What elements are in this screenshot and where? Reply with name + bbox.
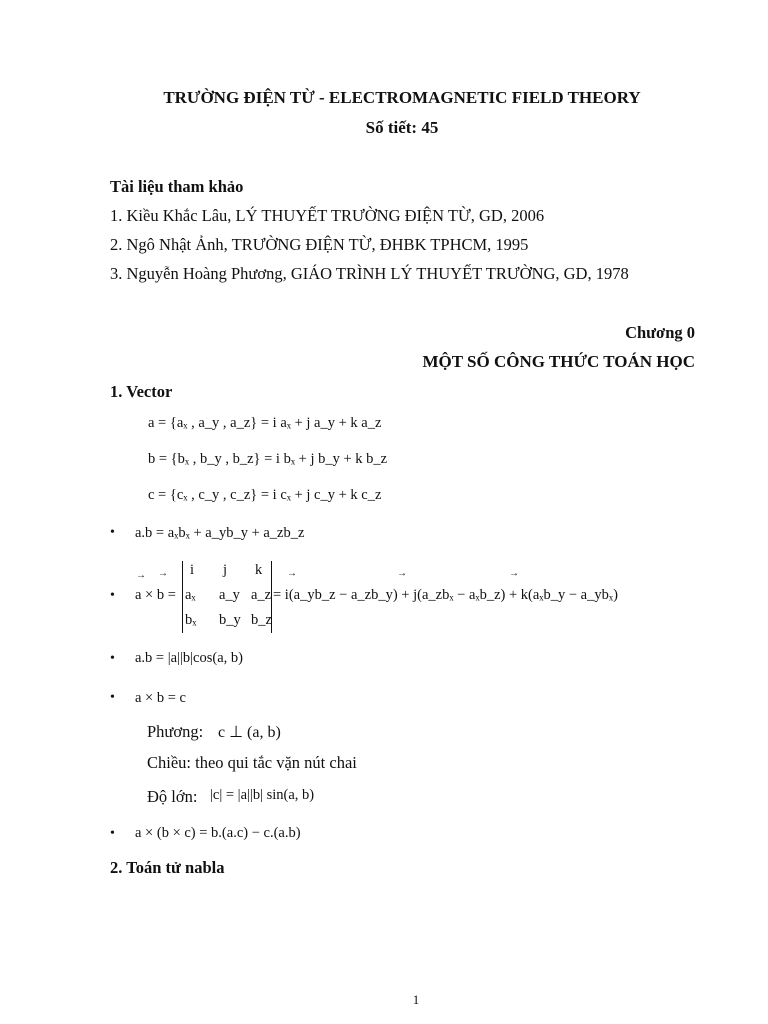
vector-arrow-icon: → (397, 568, 407, 579)
section-heading-vector: 1. Vector (110, 382, 173, 401)
section-heading-nabla: 2. Toán tử nabla (110, 858, 225, 877)
det-cell: k (255, 562, 263, 578)
det-cell: a_z (251, 587, 272, 603)
bullet-icon: • (110, 588, 115, 603)
cross-product-rhs: = i(a_yb_z − a_zb_y) + j(a_zbₓ − aₓb_z) + k(aₓb_y − a_ybₓ) (273, 587, 618, 603)
sense-text: Chiều: theo qui tắc vặn nút chai (147, 753, 357, 772)
vector-arrow-icon: → (509, 568, 519, 579)
bullet-icon: • (110, 690, 115, 705)
reference-item: 1. Kiều Khắc Lâu, LÝ THUYẾT TRƯỜNG ĐIỆN TỪ, GD, 2006 (110, 206, 545, 225)
reference-item: 2. Ngô Nhật Ảnh, TRƯỜNG ĐIỆN TỪ, ĐHBK TPHCM, 1995 (110, 235, 529, 254)
det-cell: a_y (219, 587, 240, 603)
vector-arrow-icon: → (136, 570, 146, 581)
chapter-label: Chương 0 (625, 323, 695, 342)
det-cell: i (190, 562, 195, 578)
bullet-icon: • (110, 525, 115, 540)
magnitude-label: Độ lớn: (147, 787, 198, 806)
cross-product-lhs: a × b = (135, 587, 176, 603)
chapter-title: MỘT SỐ CÔNG THỨC TOÁN HỌC (422, 352, 695, 371)
page-number: 1 (412, 992, 420, 1007)
course-periods: Số tiết: 45 (365, 118, 439, 137)
direction-label: Phương: (147, 722, 204, 741)
vector-arrow-icon: → (287, 568, 297, 579)
triple-product-formula: a × (b × c) = b.(a.c) − c.(a.b) (135, 825, 301, 841)
cross-product-result: a × b = c (135, 690, 186, 706)
dot-product-formula: a.b = aₓbₓ + a_yb_y + a_zb_z (135, 525, 305, 541)
reference-item: 3. Nguyễn Hoàng Phương, GIÁO TRÌNH LÝ THUYẾT TRƯỜNG, GD, 1978 (110, 264, 629, 283)
equation-a: a = {aₓ , a_y , a_z} = i aₓ + j a_y + k a_z (148, 415, 382, 431)
vector-arrow-icon: → (158, 568, 168, 579)
references-heading: Tài liệu tham khảo (110, 177, 244, 196)
equation-c: c = {cₓ , c_y , c_z} = i cₓ + j c_y + k c_z (148, 487, 382, 503)
document-title: TRƯỜNG ĐIỆN TỪ - ELECTROMAGNETIC FIELD THEORY (163, 88, 641, 107)
magnitude-value: |c| = |a||b| sin(a, b) (210, 787, 315, 803)
equation-b: b = {bₓ , b_y , b_z} = i bₓ + j b_y + k b_z (148, 451, 388, 467)
direction-value: c ⊥ (a, b) (218, 724, 281, 741)
dot-product-cosine: a.b = |a||b|cos(a, b) (135, 650, 243, 666)
det-cell: b_z (251, 612, 272, 628)
det-cell: b_y (219, 612, 241, 628)
bullet-icon: • (110, 651, 115, 666)
det-cell: aₓ (185, 587, 196, 603)
det-cell: bₓ (185, 612, 197, 628)
cross-product-determinant (182, 561, 272, 633)
det-cell: j (223, 562, 228, 578)
bullet-icon: • (110, 826, 115, 841)
